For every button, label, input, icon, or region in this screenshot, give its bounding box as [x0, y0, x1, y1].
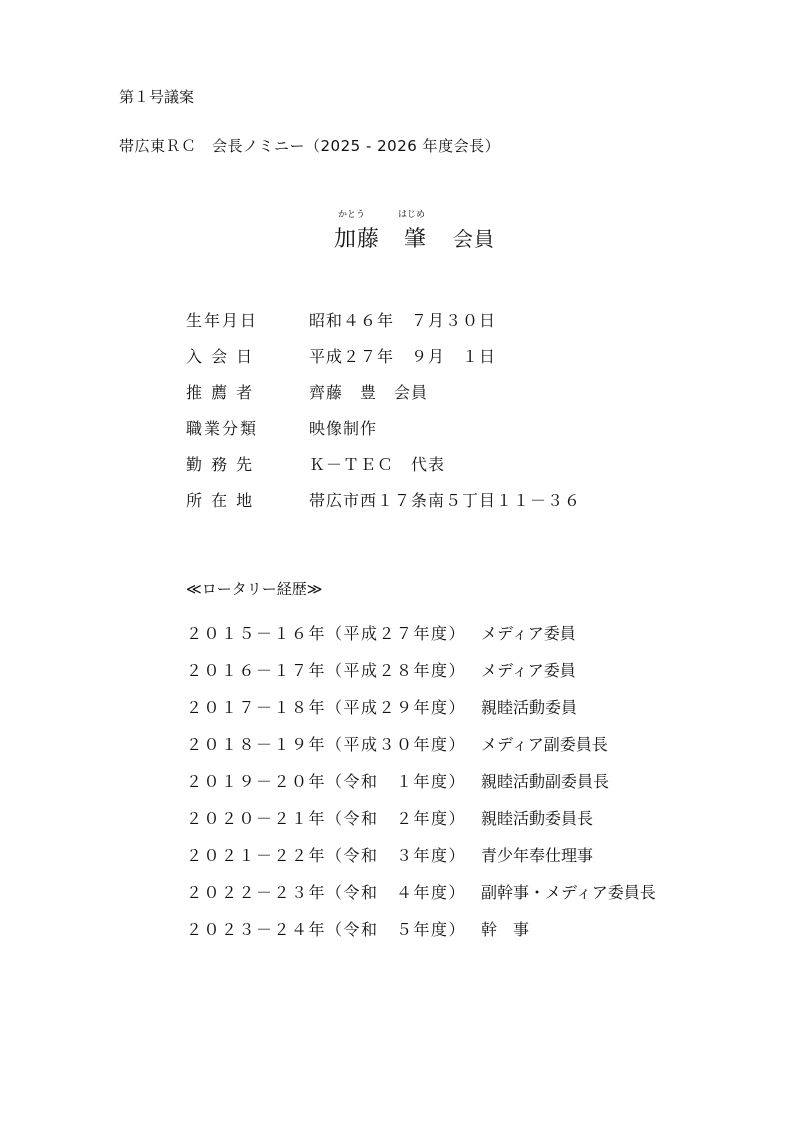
profile-row-classification [186, 417, 581, 453]
nominee-name-block [334, 207, 534, 257]
history-period: ２０２０－２１年（令和 ２年度） [186, 809, 467, 828]
profile-value: 齊藤 豊 会員 [309, 383, 429, 402]
profile-label: 入 会 日 [186, 347, 255, 366]
history-role: 親睦活動委員 [481, 698, 578, 717]
profile-label: 推 薦 者 [186, 383, 255, 402]
history-period: ２０１５－１６年（平成２７年度） [186, 624, 467, 643]
profile-row-employer [186, 453, 581, 489]
history-period: ２０１９－２０年（令和 １年度） [186, 772, 467, 791]
history-row [186, 696, 656, 733]
history-role: 幹 事 [481, 920, 530, 939]
history-row [186, 844, 656, 881]
history-period: ２０２１－２２年（令和 ３年度） [186, 846, 467, 865]
history-row [186, 659, 656, 696]
given-name-reading: はじめ [398, 210, 426, 220]
history-role: 親睦活動委員長 [481, 809, 594, 828]
nominee-name [334, 222, 495, 253]
nominee-surname: 加藤 [334, 227, 381, 252]
history-row [186, 622, 656, 659]
profile-value: 昭和４６年 ７月３０日 [309, 311, 497, 330]
rotary-history-list [186, 622, 656, 955]
history-period: ２０２２－２３年（令和 ４年度） [186, 883, 467, 902]
rotary-history-heading: ≪ロータリー経歴≫ [186, 580, 323, 598]
history-row [186, 733, 656, 770]
profile-row-sponsor [186, 381, 581, 417]
history-role: 親睦活動副委員長 [481, 772, 610, 791]
profile-value: 映像制作 [309, 419, 378, 438]
profile-label: 所 在 地 [186, 491, 255, 510]
history-period: ２０１６－１７年（平成２８年度） [186, 661, 467, 680]
profile-label: 職業分類 [186, 419, 259, 438]
agenda-number: 第１号議案 [119, 88, 195, 106]
history-period: ２０２３－２４年（令和 ５年度） [186, 920, 467, 939]
profile-row-address [186, 489, 581, 525]
profile-value: Ｋ－ＴＥＣ 代表 [309, 455, 446, 474]
profile-row-join-date [186, 345, 581, 381]
history-row [186, 770, 656, 807]
history-row [186, 807, 656, 844]
profile-value: 帯広市西１７条南５丁目１１－３６ [309, 491, 582, 510]
surname-reading: かとう [338, 210, 366, 220]
history-row [186, 881, 656, 918]
history-period: ２０１７－１８年（平成２９年度） [186, 698, 467, 717]
document-subtitle: 帯広東ＲＣ 会長ノミニー（2025 - 2026 年度会長） [119, 137, 501, 155]
history-role: 青少年奉仕理事 [481, 846, 594, 865]
profile-table [186, 309, 581, 525]
profile-label: 勤 務 先 [186, 455, 255, 474]
history-role: 副幹事・メディア委員長 [481, 883, 656, 902]
nominee-given-name: 肇 [404, 227, 428, 252]
history-role: メディア委員 [481, 661, 576, 680]
history-row [186, 918, 656, 955]
history-period: ２０１８－１９年（平成３０年度） [186, 735, 467, 754]
profile-value: 平成２７年 ９月 １日 [309, 347, 497, 366]
profile-label: 生年月日 [186, 311, 259, 330]
history-role: メディア委員 [481, 624, 576, 643]
profile-row-birthdate [186, 309, 581, 345]
member-label: 会員 [453, 227, 496, 251]
history-role: メディア副委員長 [481, 735, 608, 754]
